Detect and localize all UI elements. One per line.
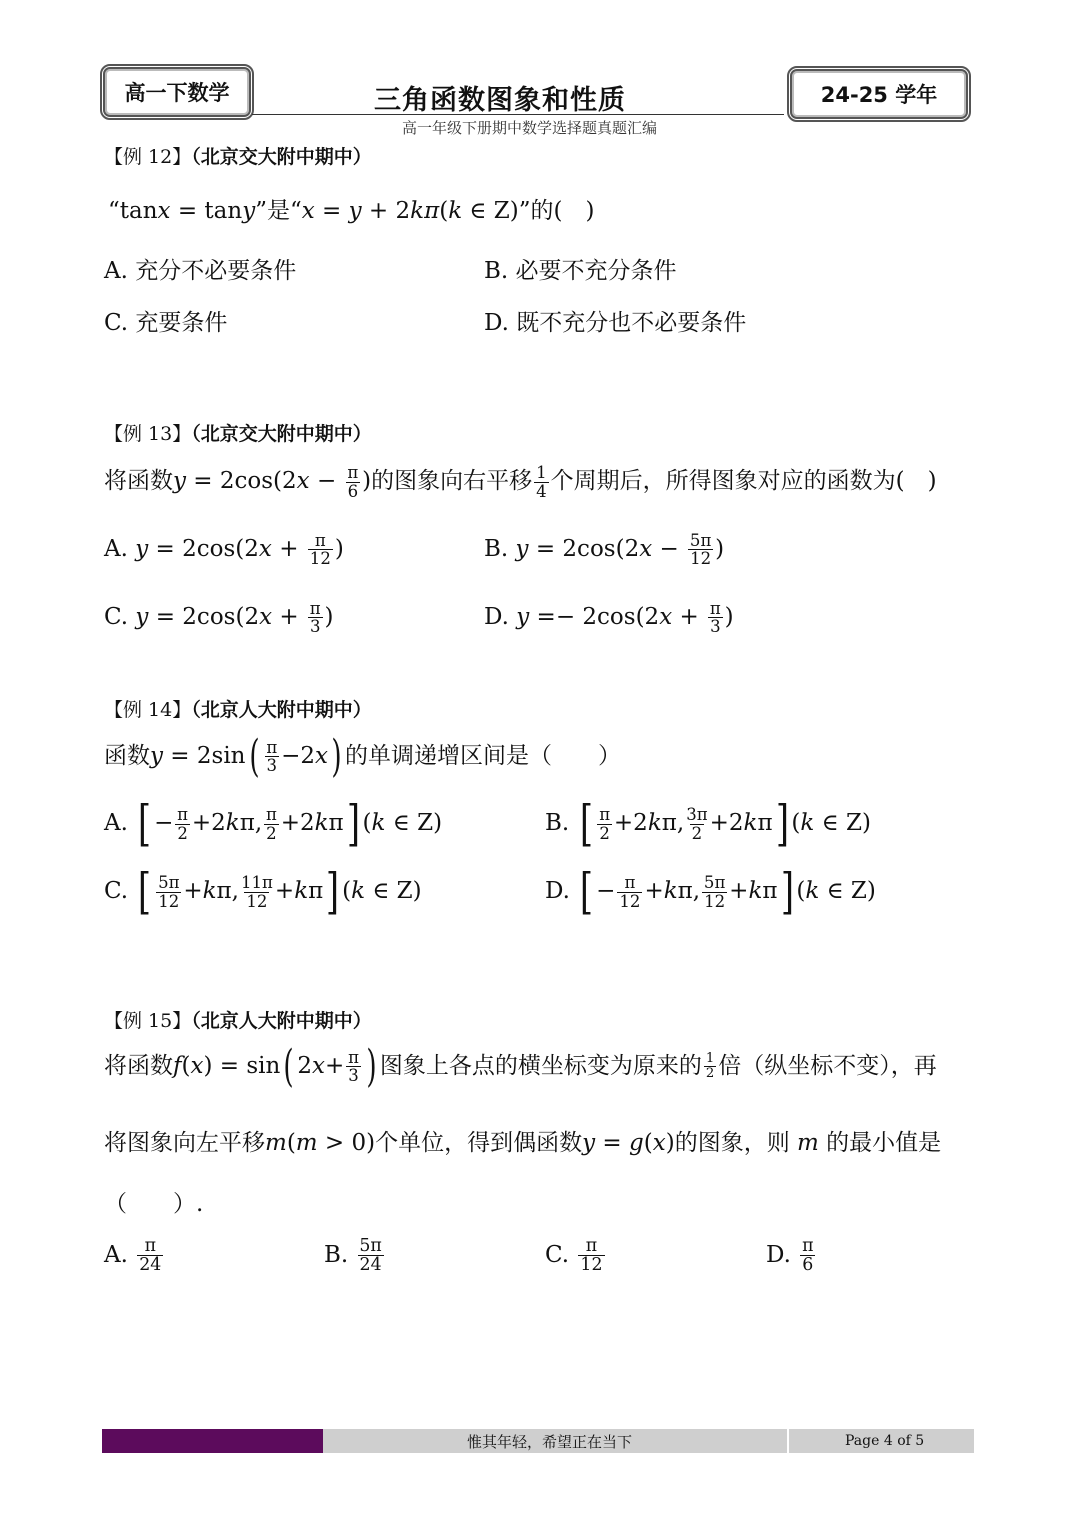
option-text: 必要不充分条件 [515, 258, 677, 284]
fraction: $\frac{\pi}{3}$ [309, 599, 321, 637]
stem-part: 函数 [104, 742, 150, 769]
option-c[interactable] [104, 304, 227, 337]
fraction: $\frac{\pi}{6}$ [347, 463, 359, 501]
option-letter: A. [104, 258, 128, 284]
var-y: y [242, 198, 256, 224]
option-a[interactable]: A. [ − $\frac{\pi}{2}$ +2kπ, $\frac{\pi}{2}$ +2kπ] (k ∈ Z) [104, 796, 443, 852]
option-c[interactable]: C. $\frac{\pi}{12}$ [545, 1236, 603, 1276]
question-stem-line3: （ ）. [104, 1191, 204, 1217]
year-badge [787, 66, 971, 122]
page-title: 三角函数图象和性质 [374, 85, 626, 116]
stem-part: 将图象向左平移 [104, 1130, 265, 1156]
option-a[interactable]: A. y = 2cos(2x + $\frac{\pi}{12}$ ) [104, 531, 344, 569]
stem-part: 图象上各点的横坐标变为原来的 [379, 1052, 702, 1079]
question-stem: “tanx = tany”是“x = y + 2kπ(k ∈ Z)”的( ) [108, 198, 595, 224]
option-letter: C. [104, 310, 129, 336]
stem-part: 的图象向右平移 [371, 468, 533, 494]
fraction: $\frac{5\pi}{12}$ [689, 531, 712, 569]
example-source: （北京人大附中期中） [191, 1010, 372, 1032]
var-x: x [301, 198, 315, 224]
stem-part: 的单调递增区间是（ ） [345, 742, 622, 769]
example-label: 【例 12】 [104, 146, 192, 168]
var-k: k [448, 198, 463, 224]
fraction: $\frac{\pi}{3}$ [709, 599, 721, 637]
option-b[interactable]: B. [ $\frac{\pi}{2}$ +2kπ, $\frac{3\pi}{2}$ +2kπ] (k ∈ Z) [545, 796, 871, 852]
var-y: y [348, 198, 362, 224]
example-heading [104, 419, 372, 446]
example-label: 【例 14】 [104, 699, 192, 721]
example-source: （北京交大附中期中） [191, 146, 372, 168]
option-d[interactable] [484, 304, 746, 337]
stem-part: 倍（纵坐标不变），再 [718, 1052, 937, 1079]
option-d[interactable]: D. $\frac{\pi}{6}$ [766, 1236, 814, 1276]
example-source: （北京交大附中期中） [191, 423, 372, 445]
option-b[interactable]: B. $\frac{5\pi}{24}$ [324, 1236, 382, 1276]
year-label: 24-25 学年 [820, 83, 938, 107]
example-source: （北京人大附中期中） [191, 699, 372, 721]
option-c[interactable]: C. [ $\frac{5\pi}{12}$ +kπ, $\frac{11\pi}{12}$ +kπ] (k ∈ Z) [104, 864, 422, 920]
subject-label: 高一下数学 [124, 81, 230, 105]
stem-part: 的最小值是 [826, 1130, 942, 1156]
stem-part: ∈ Z)”的( ) [462, 198, 595, 224]
fraction: $\frac{\pi}{12}$ [309, 531, 331, 569]
example-heading [104, 695, 372, 722]
option-text: 既不充分也不必要条件 [516, 310, 747, 336]
option-letter: B. [484, 258, 509, 284]
subject-badge [100, 64, 254, 120]
example-heading [104, 142, 372, 169]
stem-part: = tan [170, 198, 243, 224]
stem-part: 的图象，则 [674, 1130, 790, 1156]
example-label: 【例 13】 [104, 423, 192, 445]
option-c[interactable]: C. y = 2cos(2x + $\frac{\pi}{3}$ ) [104, 599, 334, 637]
option-d[interactable]: D. y =− 2cos(2x + $\frac{\pi}{3}$ ) [484, 599, 734, 637]
option-text: 充要条件 [135, 310, 228, 336]
example-heading [104, 1006, 372, 1033]
var-k: kπ [410, 198, 440, 224]
question-stem-line2: 将图象向左平移m(m > 0)个单位，得到偶函数y = g(x)的图象，则 m 的最小值是 [104, 1130, 942, 1156]
example-label: 【例 15】 [104, 1010, 192, 1032]
stem-part: ”是“ [255, 198, 302, 224]
question-stem: 函数y = 2sin( $\frac{\pi}{3}$ −2x) 的单调递增区间是（ ） [104, 731, 622, 782]
option-a[interactable] [104, 252, 296, 285]
option-b[interactable]: B. y = 2cos(2x − $\frac{5\pi}{12}$ ) [484, 531, 725, 569]
stem-part: “tan [108, 198, 158, 224]
option-b[interactable] [484, 252, 677, 285]
var-x: x [157, 198, 171, 224]
stem-part: 个单位，得到偶函数 [375, 1130, 583, 1156]
question-stem: 将函数y = 2cos(2x − $\frac{\pi}{6}$ )的图象向右平移 $\frac{1}{4}$ 个周期后，所得图象对应的函数为( ) [104, 463, 937, 501]
option-letter: D. [484, 310, 509, 336]
fraction: $\frac{\pi}{3}$ [266, 737, 278, 776]
stem-part: 将函数 [104, 468, 173, 494]
question-stem-line1: 将函数f(x) = sin( 2x+ $\frac{\pi}{3}$ ) 图象上各点的横坐标变为原来的 $\frac{1}{2}$ 倍（纵坐标不变），再 [104, 1041, 937, 1092]
option-text: 充分不必要条件 [135, 258, 297, 284]
stem-part: 个周期后，所得图象对应的函数为( ) [550, 468, 937, 494]
footer-motto: 惟其年轻，希望正在当下 [467, 1433, 633, 1451]
stem-part: 将函数 [104, 1052, 173, 1079]
page-number: Page 4 of 5 [845, 1433, 925, 1449]
page-subtitle: 高一年级下册期中数学选择题真题汇编 [402, 119, 658, 137]
stem-part: + 2 [361, 198, 411, 224]
option-d[interactable]: D. [ − $\frac{\pi}{12}$ +kπ, $\frac{5\pi}{12}$ +kπ] (k ∈ Z) [545, 864, 876, 920]
footer-accent-bar [102, 1429, 323, 1453]
fraction: $\frac{1}{4}$ [536, 463, 547, 501]
option-a[interactable]: A. $\frac{\pi}{24}$ [104, 1236, 162, 1276]
